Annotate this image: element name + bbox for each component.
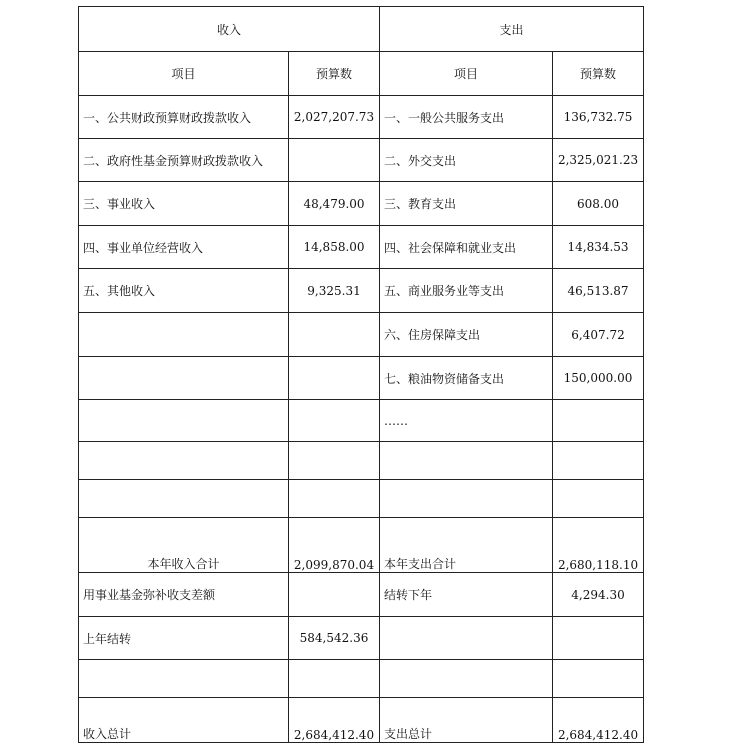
expense-value: 2,325,021.23 bbox=[553, 139, 644, 182]
prev-carry-value: 584,542.36 bbox=[289, 617, 380, 660]
income-total-value: 2,684,412.40 bbox=[289, 698, 380, 743]
income-item bbox=[79, 442, 289, 480]
income-value bbox=[289, 442, 380, 480]
expense-value bbox=[553, 480, 644, 518]
table-row bbox=[79, 480, 644, 518]
fund-label: 用事业基金弥补收支差额 bbox=[79, 573, 289, 617]
income-value bbox=[289, 480, 380, 518]
empty-cell bbox=[79, 660, 289, 698]
income-total-label: 收入总计 bbox=[79, 698, 289, 743]
year-expense-label: 本年支出合计 bbox=[380, 518, 553, 573]
table-row bbox=[79, 269, 644, 313]
expense-value: 608.00 bbox=[553, 182, 644, 226]
expense-item: 三、教育支出 bbox=[380, 182, 553, 226]
income-item-header: 项目 bbox=[79, 52, 289, 96]
year-income-label: 本年收入合计 bbox=[79, 518, 289, 573]
income-item bbox=[79, 313, 289, 357]
income-item: 三、事业收入 bbox=[79, 182, 289, 226]
expense-header: 支出 bbox=[380, 7, 644, 52]
table-row bbox=[79, 442, 644, 480]
income-item: 二、政府性基金预算财政拨款收入 bbox=[79, 139, 289, 182]
expense-value: 14,834.53 bbox=[553, 226, 644, 269]
expense-item: 四、社会保障和就业支出 bbox=[380, 226, 553, 269]
empty-cell bbox=[380, 660, 553, 698]
income-item: 一、公共财政预算财政拨款收入 bbox=[79, 96, 289, 139]
empty-cell bbox=[553, 660, 644, 698]
grand-total-row bbox=[79, 698, 644, 743]
expense-value: 150,000.00 bbox=[553, 357, 644, 400]
empty-cell bbox=[289, 660, 380, 698]
table-row bbox=[79, 617, 644, 660]
expense-value: 6,407.72 bbox=[553, 313, 644, 357]
income-item: 四、事业单位经营收入 bbox=[79, 226, 289, 269]
expense-item-header: 项目 bbox=[380, 52, 553, 96]
expense-item bbox=[380, 480, 553, 518]
expense-item: 六、住房保障支出 bbox=[380, 313, 553, 357]
table-row bbox=[79, 573, 644, 617]
income-header: 收入 bbox=[79, 7, 380, 52]
income-value bbox=[289, 400, 380, 442]
expense-item: 一、一般公共服务支出 bbox=[380, 96, 553, 139]
table-row bbox=[79, 357, 644, 400]
year-total-row bbox=[79, 518, 644, 573]
expense-item bbox=[380, 442, 553, 480]
table-row bbox=[79, 400, 644, 442]
expense-value bbox=[553, 442, 644, 480]
table-row bbox=[79, 660, 644, 698]
expense-item: …… bbox=[380, 400, 553, 442]
expense-item: 二、外交支出 bbox=[380, 139, 553, 182]
income-value: 2,027,207.73 bbox=[289, 96, 380, 139]
table-row bbox=[79, 139, 644, 182]
empty-cell bbox=[553, 617, 644, 660]
income-value: 9,325.31 bbox=[289, 269, 380, 313]
carry-label: 结转下年 bbox=[380, 573, 553, 617]
income-item bbox=[79, 400, 289, 442]
expense-value: 136,732.75 bbox=[553, 96, 644, 139]
table-row bbox=[79, 313, 644, 357]
carry-value: 4,294.30 bbox=[553, 573, 644, 617]
table-row bbox=[79, 226, 644, 269]
table-row bbox=[79, 182, 644, 226]
expense-total-value: 2,684,412.40 bbox=[553, 698, 644, 743]
income-value: 14,858.00 bbox=[289, 226, 380, 269]
income-budget-header: 预算数 bbox=[289, 52, 380, 96]
fund-value bbox=[289, 573, 380, 617]
expense-value: 46,513.87 bbox=[553, 269, 644, 313]
budget-table bbox=[78, 6, 644, 743]
expense-budget-header: 预算数 bbox=[553, 52, 644, 96]
expense-value bbox=[553, 400, 644, 442]
income-value: 48,479.00 bbox=[289, 182, 380, 226]
year-expense-value: 2,680,118.10 bbox=[553, 518, 644, 573]
income-item bbox=[79, 357, 289, 400]
expense-total-label: 支出总计 bbox=[380, 698, 553, 743]
year-income-value: 2,099,870.04 bbox=[289, 518, 380, 573]
income-value bbox=[289, 313, 380, 357]
income-value bbox=[289, 357, 380, 400]
prev-carry-label: 上年结转 bbox=[79, 617, 289, 660]
empty-cell bbox=[380, 617, 553, 660]
income-item bbox=[79, 480, 289, 518]
table-row bbox=[79, 96, 644, 139]
expense-item: 五、商业服务业等支出 bbox=[380, 269, 553, 313]
expense-item: 七、粮油物资储备支出 bbox=[380, 357, 553, 400]
income-value bbox=[289, 139, 380, 182]
income-item: 五、其他收入 bbox=[79, 269, 289, 313]
